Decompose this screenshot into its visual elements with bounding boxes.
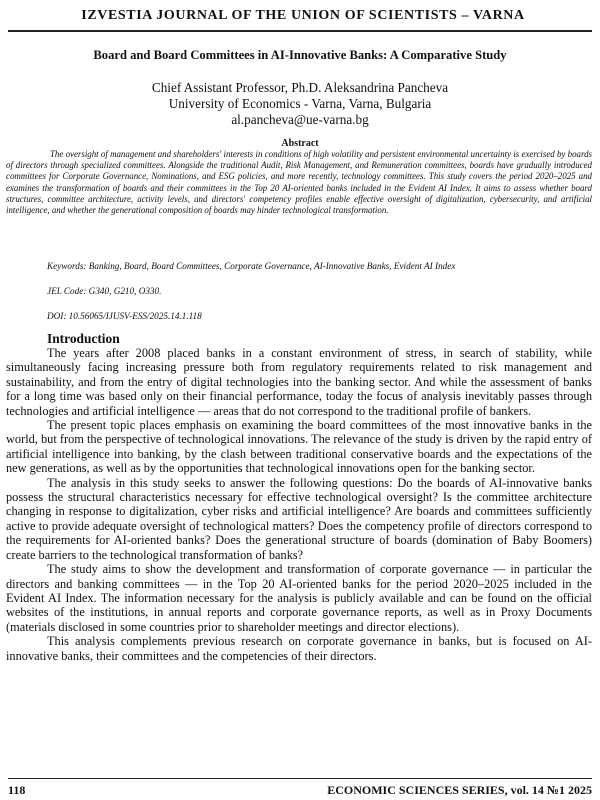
intro-paragraph: The present topic places emphasis on examining the board committees of the most innovative banks in the world, but from the perspective of technological innovations. The relevance of the study is driven by the rapid entry of artificial intelligence into banking, by the clash between traditional conservative boards and the expectations of the new generations, as well as by the opportunities that technological innovations open for the banking sector.	[6, 418, 592, 476]
author-affiliation: University of Economics - Varna, Varna, Bulgaria	[168, 96, 432, 111]
introduction-heading: Introduction	[47, 331, 120, 346]
intro-paragraph: The study aims to show the development and transformation of corporate governance — in particular the directors and banking committees — in the Top 20 AI-oriented banks for the period 2020–2025 included in the Evident AI Index. The information necessary for the analysis is publicly available and can be found on the official websites of the institutions, in annual reports and corporate governance reports, as well as in Proxy Documents (materials disclosed in some countries prior to shareholder meetings and director elections).	[6, 562, 592, 634]
page-number: 118	[8, 783, 26, 797]
doi-line: DOI: 10.56065/IJUSV-ESS/2025.14.1.118	[47, 311, 202, 321]
author-block	[0, 80, 600, 128]
journal-header: IZVESTIA JOURNAL OF THE UNION OF SCIENTISTS – VARNA	[81, 8, 525, 23]
footer-rule	[8, 778, 592, 779]
keywords-line: Keywords: Banking, Board, Board Committees, Corporate Governance, AI-Innovative Banks, Evident AI Index	[47, 261, 456, 271]
abstract-heading: Abstract	[281, 138, 319, 149]
header-rule	[8, 30, 592, 32]
abstract-text: The oversight of management and shareholders' interests in conditions of high volatility and persistent environmental uncertainty is exercised by boards of directors through specialized committees. Alongside the traditional Audit, Risk Management, and Remuneration committees, boards have gradually introduced committees for Corporate Governance, Nominations, and ESG policies, and more recently, technology committees. This study covers the period 2020–2025 and examines the transformation of boards and their committees in the Top 20 AI-oriented banks included in the Evident AI Index. It aims to assess whether board structures, committee architecture, activity levels, and directors' competency profiles enable effective oversight of digitalization, cybersecurity, and artificial intelligence, and whether the generational composition of boards may hinder technological transformation.	[6, 149, 592, 216]
intro-paragraph: This analysis complements previous research on corporate governance in banks, but is focused on AI-innovative banks, their committees and the competencies of their directors.	[6, 634, 592, 663]
author-email: al.pancheva@ue-varna.bg	[231, 112, 369, 127]
article-title: Board and Board Committees in AI-Innovative Banks: A Comparative Study	[93, 48, 507, 62]
series-info: ECONOMIC SCIENCES SERIES, vol. 14 №1 2025	[327, 783, 592, 797]
author-name: Chief Assistant Professor, Ph.D. Aleksandrina Pancheva	[151, 80, 449, 95]
jel-code-line: JEL Code: G340, G210, O330.	[47, 286, 162, 296]
introduction-body	[6, 346, 592, 663]
intro-paragraph: The years after 2008 placed banks in a constant environment of stress, in search of stability, while simultaneously facing increasing pressure both from regulatory requirements related to risk management and sustainability, and from the entry of digital technologies into the banking sector. And while the assessment of banks for a long time was based only on their financial performance, today the focus of analysis inevitably passes through technologies and artificial intelligence — areas that do not correspond to the traditional profile of bankers.	[6, 346, 592, 418]
intro-paragraph: The analysis in this study seeks to answer the following questions: Do the boards of AI-innovative banks possess the structural characteristics necessary for effective technological oversight? Is the committee architecture changing in response to digitalization, cyber risks and artificial intelligence? Are boards and committees sufficiently active to provide adequate oversight of technological matters? Does the competency profile of directors correspond to the requirements for AI-oriented banks? Does the generational structure of boards (domination of Baby Boomers) create barriers to the technological transformation of banks?	[6, 475, 592, 562]
